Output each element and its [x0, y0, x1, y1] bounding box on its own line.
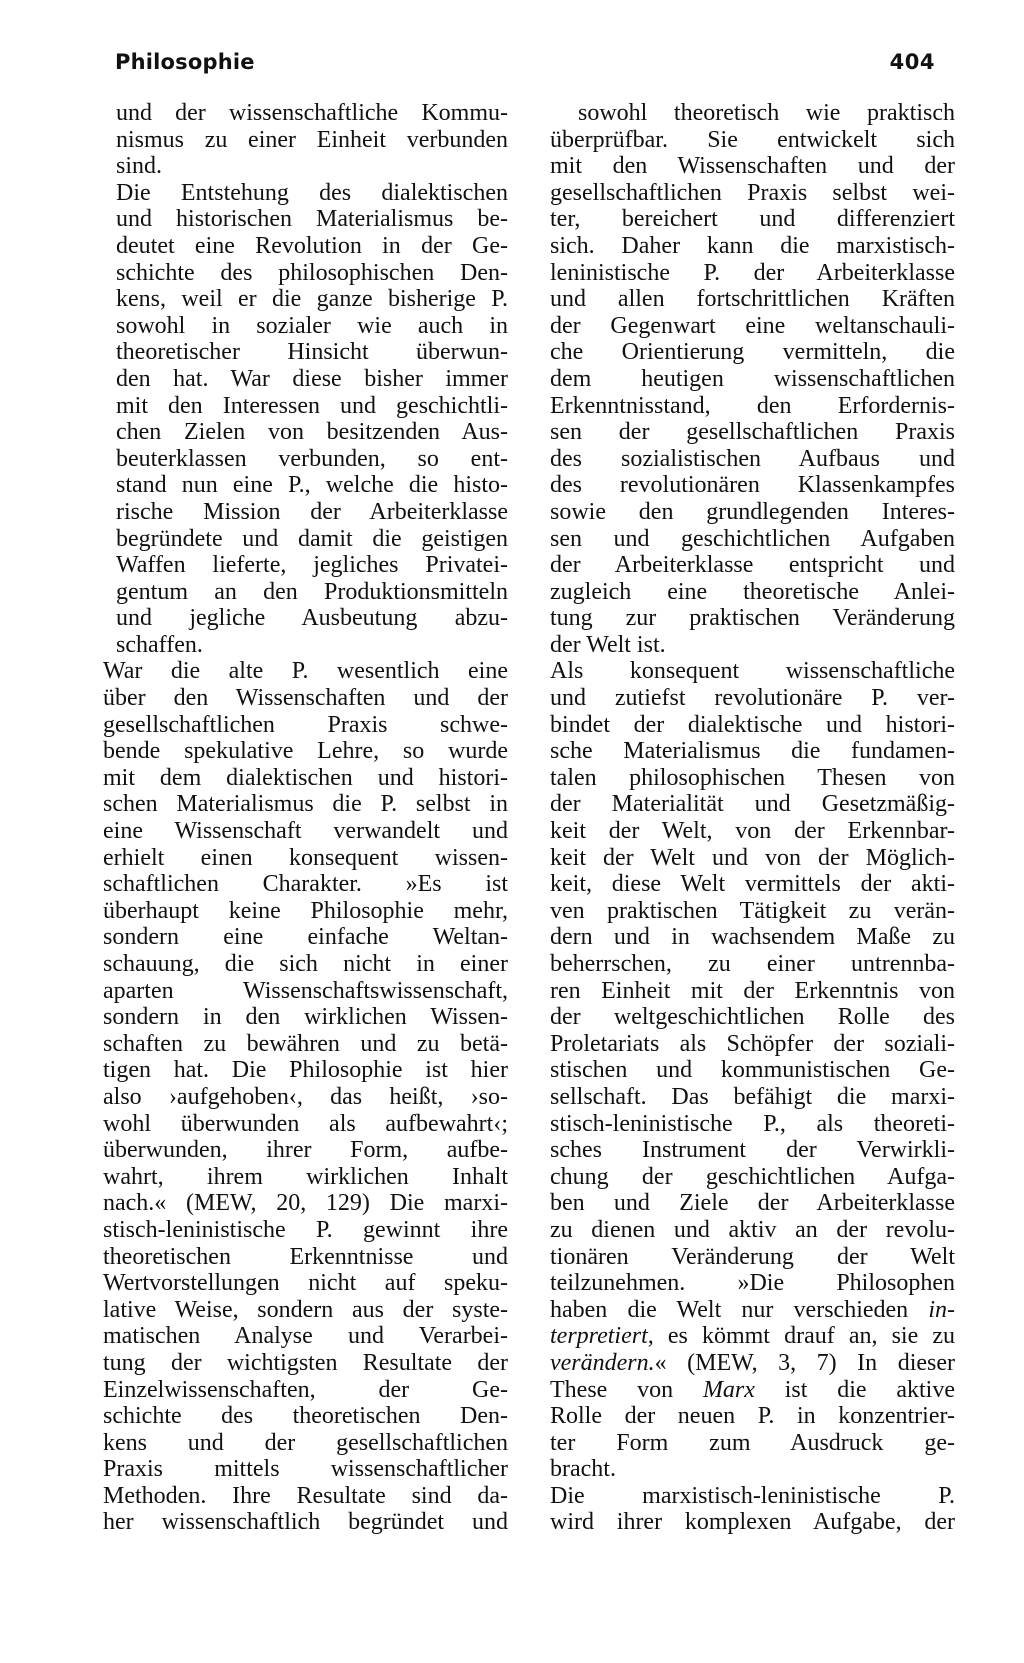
text-line-segment: tionären Veränderung der Welt	[550, 1243, 955, 1270]
text-line-segment: haben die Welt nur verschieden	[550, 1296, 929, 1323]
text-line-segment: Die Entstehung des dialektischen	[116, 179, 508, 206]
text-line-segment: chung der geschichtlichen Aufga-	[550, 1163, 955, 1190]
text-line-segment: der Gegenwart eine weltanschauli-	[550, 312, 955, 339]
text-line	[103, 446, 508, 473]
text-line-segment: wohl überwunden als aufbewahrt‹;	[103, 1110, 508, 1137]
text-line-segment: eine Wissenschaft verwandelt und	[103, 818, 508, 845]
text-line	[103, 1323, 508, 1350]
text-line	[103, 1297, 508, 1324]
text-line-tail: ist die aktive	[754, 1376, 955, 1403]
text-line	[103, 153, 508, 180]
text-line	[550, 1004, 955, 1031]
text-line-segment: lative Weise, sondern aus der syste-	[103, 1296, 508, 1323]
text-line-segment: ren Einheit mit der Erkenntnis von	[550, 977, 955, 1004]
text-line-segment: sich. Daher kann die marxistisch-	[550, 232, 955, 259]
text-line	[550, 685, 955, 712]
text-line	[550, 1137, 955, 1164]
text-line-segment: Waffen lieferte, jegliches Privatei-	[116, 552, 508, 579]
text-line-segment: stand nun eine P., welche die histo-	[116, 472, 508, 499]
text-line	[550, 579, 955, 606]
text-line-segment: nismus zu einer Einheit verbunden	[116, 126, 508, 153]
text-line	[550, 605, 955, 632]
text-line-segment: des revolutionären Klassenkampfes	[550, 472, 955, 499]
text-line	[103, 765, 508, 792]
text-line	[103, 791, 508, 818]
text-line	[550, 632, 955, 659]
text-line	[550, 100, 955, 127]
text-line	[103, 1350, 508, 1377]
text-line	[550, 339, 955, 366]
text-line	[103, 526, 508, 553]
left-text-column	[103, 100, 508, 1536]
text-line	[103, 1004, 508, 1031]
text-line	[550, 1190, 955, 1217]
text-line-segment: sowie den grundlegenden Interes-	[550, 498, 955, 525]
text-line-tail: « (MEW, 3, 7) In dieser	[654, 1349, 955, 1376]
text-line	[550, 1244, 955, 1271]
text-line	[550, 393, 955, 420]
text-line-segment: überprüfbar. Sie entwickelt sich	[550, 126, 955, 153]
text-line-segment: che Orientierung vermitteln, die	[550, 339, 955, 366]
text-line	[550, 1323, 955, 1350]
text-line-segment: schaftlichen Charakter. »Es ist	[103, 871, 508, 898]
text-line-segment: deutet eine Revolution in der Ge-	[116, 232, 508, 259]
text-line	[103, 339, 508, 366]
text-line-segment: keit, diese Welt vermittels der akti-	[550, 871, 955, 898]
text-line	[103, 260, 508, 287]
text-line-segment: sondern eine einfache Weltan-	[103, 924, 508, 951]
text-line	[550, 738, 955, 765]
text-line	[550, 845, 955, 872]
text-line	[103, 286, 508, 313]
text-line-segment: begründete und damit die geistigen	[116, 525, 508, 552]
text-line-segment: der Arbeiterklasse entspricht und	[550, 552, 955, 579]
text-line-segment: Die marxistisch-leninistische P.	[550, 1482, 955, 1509]
text-line	[103, 1403, 508, 1430]
text-line	[550, 1430, 955, 1457]
text-line	[550, 260, 955, 287]
text-line	[550, 871, 955, 898]
text-line	[103, 898, 508, 925]
text-line	[103, 233, 508, 260]
text-line-segment: kens, weil er die ganze bisherige P.	[116, 286, 508, 313]
text-line	[550, 1084, 955, 1111]
text-line	[550, 286, 955, 313]
italic-segment: Marx	[702, 1376, 755, 1403]
text-line	[103, 951, 508, 978]
text-line-segment: mit dem dialektischen und histori-	[103, 764, 508, 791]
text-line-segment: ter Form zum Ausdruck ge-	[550, 1429, 955, 1456]
text-line	[550, 1057, 955, 1084]
running-head	[115, 50, 935, 84]
text-line-segment: ben und Ziele der Arbeiterklasse	[550, 1190, 955, 1217]
text-line-segment: teilzunehmen. »Die Philosophen	[550, 1270, 955, 1297]
text-line	[103, 472, 508, 499]
text-line	[550, 1350, 955, 1377]
text-line	[550, 712, 955, 739]
text-line	[550, 978, 955, 1005]
text-line	[103, 180, 508, 207]
text-line	[103, 499, 508, 526]
text-line-segment: chen Zielen von besitzenden Aus-	[116, 419, 508, 446]
text-line	[550, 898, 955, 925]
text-line-segment: wird ihrer komplexen Aufgabe, der	[550, 1509, 955, 1536]
text-line	[103, 366, 508, 393]
text-line	[550, 818, 955, 845]
text-line	[550, 1403, 955, 1430]
text-line-segment: gesellschaftlichen Praxis schwe-	[103, 711, 508, 738]
text-line	[103, 658, 508, 685]
text-line-segment: mit den Interessen und geschichtli-	[116, 392, 508, 419]
text-line-segment: her wissenschaftlich begründet und	[103, 1509, 508, 1536]
text-line	[103, 552, 508, 579]
text-line-segment: dem heutigen wissenschaftlichen	[550, 365, 955, 392]
text-line-segment: sind.	[116, 153, 163, 180]
text-line	[550, 552, 955, 579]
text-line-segment: Praxis mittels wissenschaftlicher	[103, 1456, 508, 1483]
text-line	[550, 366, 955, 393]
text-line-segment: dern und in wachsendem Maße zu	[550, 924, 955, 951]
text-line-segment: also ›aufgehoben‹, das heißt, ›so-	[103, 1083, 508, 1110]
text-line	[103, 845, 508, 872]
text-line	[103, 100, 508, 127]
text-line	[550, 1377, 955, 1404]
text-line	[103, 1190, 508, 1217]
text-line-segment: überwunden, ihrer Form, aufbe-	[103, 1137, 508, 1164]
text-line	[103, 1031, 508, 1058]
text-line	[103, 871, 508, 898]
text-line	[550, 419, 955, 446]
text-line	[103, 1217, 508, 1244]
text-line	[103, 1057, 508, 1084]
text-line	[550, 1270, 955, 1297]
text-line-segment: erhielt einen konsequent wissen-	[103, 844, 508, 871]
text-line	[550, 233, 955, 260]
text-line-segment: mit den Wissenschaften und der	[550, 153, 955, 180]
text-line-segment: zu dienen und aktiv an der revolu-	[550, 1216, 955, 1243]
text-line-segment: Methoden. Ihre Resultate sind da-	[103, 1482, 508, 1509]
text-line	[550, 526, 955, 553]
text-line	[550, 924, 955, 951]
text-line-segment: sches Instrument der Verwirkli-	[550, 1137, 955, 1164]
text-line	[550, 1297, 955, 1324]
text-line	[103, 1430, 508, 1457]
text-line-segment: schichte des philosophischen Den-	[116, 259, 508, 286]
text-line-segment: Einzelwissenschaften, der Ge-	[103, 1376, 508, 1403]
text-line-segment: leninistische P. der Arbeiterklasse	[550, 259, 955, 286]
text-line-segment: tung der wichtigsten Resultate der	[103, 1349, 508, 1376]
text-line-segment: aparten Wissenschaftswissenschaft,	[103, 977, 508, 1004]
text-line	[550, 1456, 955, 1483]
text-line-segment: und historischen Materialismus be-	[116, 206, 508, 233]
text-line	[103, 924, 508, 951]
text-line-segment: schen Materialismus die P. selbst in	[103, 791, 508, 818]
text-line	[550, 1031, 955, 1058]
text-line	[550, 1164, 955, 1191]
text-line-segment: sowohl in sozialer wie auch in	[116, 312, 508, 339]
text-line	[103, 206, 508, 233]
text-line-segment: stischen und kommunistischen Ge-	[550, 1057, 955, 1084]
text-line	[103, 313, 508, 340]
text-line	[550, 499, 955, 526]
text-line	[103, 1164, 508, 1191]
text-line-segment: keit der Welt und von der Möglich-	[550, 844, 955, 871]
text-line-segment: bende spekulative Lehre, so wurde	[103, 738, 508, 765]
text-line	[103, 1377, 508, 1404]
text-line-segment: sondern in den wirklichen Wissen-	[103, 1004, 508, 1031]
text-line-segment: Wertvorstellungen nicht auf speku-	[103, 1270, 508, 1297]
text-line-segment: sowohl theoretisch wie praktisch	[578, 100, 955, 126]
text-line-segment: sellschaft. Das befähigt die marxi-	[550, 1083, 955, 1110]
text-line	[103, 632, 508, 659]
text-line	[103, 127, 508, 154]
text-line	[550, 206, 955, 233]
text-line	[103, 579, 508, 606]
text-line-segment: Rolle der neuen P. in konzentrier-	[550, 1403, 955, 1430]
text-line	[550, 951, 955, 978]
text-line-segment: der weltgeschichtlichen Rolle des	[550, 1004, 955, 1031]
text-line-segment: tigen hat. Die Philosophie ist hier	[103, 1057, 508, 1084]
text-line-segment: schaffen.	[116, 631, 203, 658]
text-line-segment: schauung, die sich nicht in einer	[103, 951, 508, 977]
page-number: 404	[889, 50, 935, 74]
text-line	[550, 1111, 955, 1138]
text-line-segment: bindet der dialektische und histori-	[550, 711, 955, 738]
text-line-segment: schichte des theoretischen Den-	[103, 1403, 508, 1430]
text-line-segment: War die alte P. wesentlich eine	[103, 658, 508, 685]
text-line	[550, 446, 955, 473]
text-line	[103, 978, 508, 1005]
text-line-segment: Als konsequent wissenschaftliche	[550, 658, 955, 685]
text-line-segment: ter, bereichert und differenziert	[550, 206, 955, 233]
text-line-segment: Proletariats als Schöpfer der soziali-	[550, 1030, 955, 1057]
text-line	[550, 180, 955, 207]
text-line	[550, 153, 955, 180]
text-line-segment: sche Materialismus die fundamen-	[550, 738, 955, 765]
text-line	[103, 1111, 508, 1138]
text-line	[103, 1137, 508, 1164]
text-line-segment: theoretischen Erkenntnisse und	[103, 1243, 508, 1270]
text-line-segment: matischen Analyse und Verarbei-	[103, 1323, 508, 1350]
text-line-segment: und allen fortschrittlichen Kräften	[550, 286, 955, 313]
text-line	[103, 1509, 508, 1536]
text-line-segment: stisch-leninistische P., als theoreti-	[550, 1110, 955, 1137]
text-line	[103, 419, 508, 446]
text-line-segment: der Welt ist.	[550, 631, 666, 658]
text-line-segment: rische Mission der Arbeiterklasse	[116, 498, 508, 525]
text-line-segment: gesellschaftlichen Praxis selbst wei-	[550, 179, 955, 206]
text-line-segment: überhaupt keine Philosophie mehr,	[103, 897, 508, 924]
text-line	[103, 1244, 508, 1271]
text-line	[103, 1270, 508, 1297]
text-line	[103, 818, 508, 845]
text-line	[550, 1483, 955, 1510]
italic-segment: verändern.	[550, 1349, 655, 1376]
text-line-segment: und jegliche Ausbeutung abzu-	[116, 605, 508, 632]
text-line-segment: über den Wissenschaften und der	[103, 685, 508, 712]
text-line	[103, 738, 508, 765]
text-line-segment: nach.« (MEW, 20, 129) Die marxi-	[103, 1190, 508, 1217]
running-head-title: Philosophie	[115, 50, 255, 74]
text-line-segment: sen der gesellschaftlichen Praxis	[550, 419, 955, 446]
text-line	[550, 658, 955, 685]
text-line-segment: den hat. War diese bisher immer	[116, 365, 508, 392]
right-text-column	[550, 100, 955, 1536]
text-line-segment: wahrt, ihrem wirklichen Inhalt	[103, 1163, 508, 1190]
text-line	[550, 313, 955, 340]
text-line-segment: des sozialistischen Aufbaus und	[550, 445, 955, 472]
text-line-segment: Erkenntnisstand, den Erfordernis-	[550, 392, 955, 419]
text-line	[550, 472, 955, 499]
text-line	[103, 1456, 508, 1483]
text-line	[550, 1217, 955, 1244]
text-line-segment: tung zur praktischen Veränderung	[550, 605, 955, 632]
text-line-segment: gentum an den Produktionsmitteln	[116, 578, 508, 605]
text-line-segment: stisch-leninistische P. gewinnt ihre	[103, 1216, 508, 1243]
italic-segment: terpretiert,	[550, 1323, 654, 1350]
text-line-segment: bracht.	[550, 1456, 616, 1483]
text-line-segment: keit der Welt, von der Erkennbar-	[550, 818, 955, 845]
text-line-tail: es kömmt drauf an, sie zu	[653, 1323, 955, 1350]
text-line-segment: beuterklassen verbunden, so ent-	[116, 445, 508, 472]
text-line	[103, 712, 508, 739]
text-line	[103, 685, 508, 712]
text-line-segment: sen und geschichtlichen Aufgaben	[550, 525, 955, 552]
text-line	[103, 393, 508, 420]
text-line-segment: schaften zu bewähren und zu betä-	[103, 1030, 508, 1057]
text-line-segment: beherrschen, zu einer untrennba-	[550, 951, 955, 977]
text-line-segment: These von	[550, 1376, 703, 1403]
text-line-segment: und der wissenschaftliche Kommu-	[116, 100, 508, 126]
text-line	[550, 765, 955, 792]
text-line	[103, 605, 508, 632]
text-line	[103, 1483, 508, 1510]
italic-segment: in-	[928, 1296, 955, 1323]
text-line-segment: zugleich eine theoretische Anlei-	[550, 578, 955, 605]
text-line-segment: kens und der gesellschaftlichen	[103, 1429, 508, 1456]
text-line-segment: theoretischer Hinsicht überwun-	[116, 339, 508, 366]
text-line-segment: der Materialität und Gesetzmäßig-	[550, 791, 955, 818]
text-line	[550, 791, 955, 818]
text-line	[550, 127, 955, 154]
text-line-segment: ven praktischen Tätigkeit zu verän-	[550, 897, 955, 924]
text-line	[103, 1084, 508, 1111]
text-line-segment: talen philosophischen Thesen von	[550, 764, 955, 791]
text-line-segment: und zutiefst revolutionäre P. ver-	[550, 685, 955, 712]
text-line	[550, 1509, 955, 1536]
